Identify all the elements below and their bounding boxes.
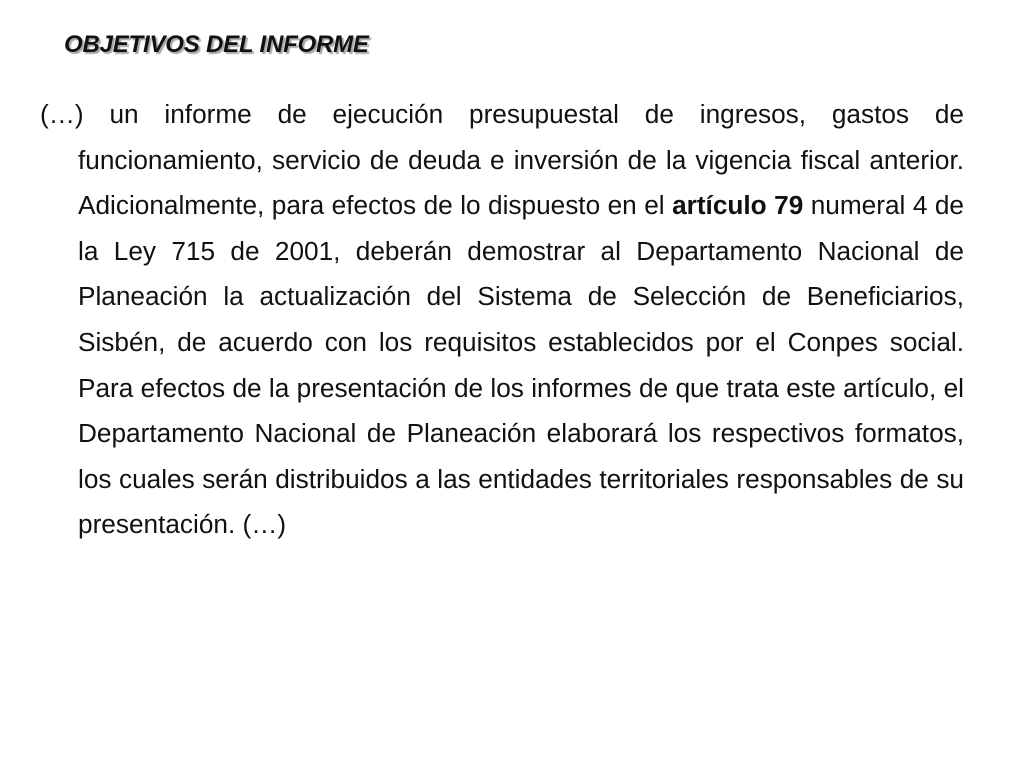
slide-title: OBJETIVOS DEL INFORME xyxy=(64,31,369,58)
body-text-before: (…) un informe de ejecución presupuestal de ingresos, gastos de funcionamiento, servicio de deuda e inversión de la vigencia fiscal anterior. Adicionalmente, para efectos de lo dispuesto en el xyxy=(40,99,964,221)
body-text-bold: artículo 79 xyxy=(672,190,804,221)
body-paragraph xyxy=(40,92,964,548)
body-text-after: numeral 4 de la Ley 715 de 2001, deberán demostrar al Departamento Nacional de Planeación la actualización del Sistema de Selección de Beneficiarios, Sisbén, de acuerdo con los requisitos establecidos por el Conpes social. Para efectos de la presentación de los informes de que trata este artículo, el Departamento Nacional de Planeación elaborará los respectivos formatos, los cuales serán distribuidos a las entidades territoriales responsables de su presentación. (…) xyxy=(78,190,964,540)
